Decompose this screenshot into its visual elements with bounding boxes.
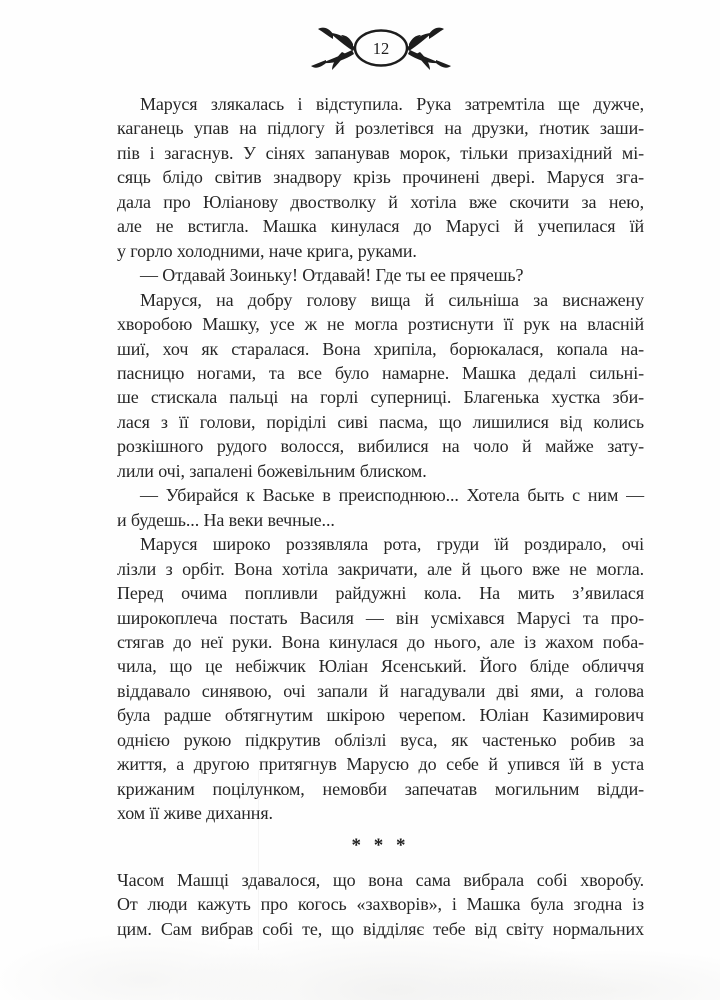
text-block-after — [117, 868, 644, 941]
text-line: але не встигла. Машка кинулася до Марусі й учепилася їй — [117, 216, 644, 237]
text-line: Маруся злякалась і відступила. Рука затремтіла ще дужче, — [140, 94, 644, 114]
text-line: хворобою Машку, усе ж не могла розтиснути її рук на власній — [117, 314, 644, 335]
text-line: крижаним поцілунком, немовби запечатав могильним відди- — [117, 778, 644, 799]
page-header — [117, 24, 644, 74]
text-line: лася з її голови, поріділі сиві пасма, що лишилися від колись — [117, 411, 644, 432]
text-line: От люди кажуть про когось «захворів», і Машка була згодна із — [117, 894, 644, 915]
text-line: и будешь... На веки вечные... — [117, 509, 335, 530]
text-line: життя, а другою притягнув Марусю до себе й упився їй в уста — [117, 754, 644, 775]
page-body — [117, 92, 644, 941]
text-line: дала про Юліанову двостволку й хотіла вже скочити за нею, — [117, 191, 644, 212]
text-line: була радше обтягнутим шкірою черепом. Юліан Казимирович — [117, 705, 644, 726]
text-line: шиї, хоч як старалася. Вона хрипіла, борюкалася, копала на- — [117, 338, 644, 359]
text-line: чила, що це небіжчик Юліан Ясенський. Його бліде обличчя — [117, 656, 644, 677]
scan-fold-artifact — [258, 770, 259, 950]
text-line: розкішного рудого волосся, вибилися на чоло й майже зату- — [117, 436, 644, 457]
text-line: віддавало синявою, очі запали й нагадували дві ями, а голова — [117, 680, 644, 701]
text-line: Маруся, на добру голову вища й сильніша за виснажену — [140, 289, 644, 310]
text-line: хом її живе дихання. — [117, 803, 273, 824]
text-line: Перед очима попливли райдужні кола. На мить з’явилася — [117, 583, 644, 604]
text-line: широкоплеча постать Василя — він усміхався Марусі та про- — [117, 607, 644, 628]
text-line: однією рукою підкрутив облізлі вуса, як частенько робив за — [117, 729, 644, 750]
page-number: 12 — [372, 39, 389, 58]
text-line: — Убирайся к Ваське в преисподнюю... Хотела быть с ним — — [140, 485, 644, 506]
text-block-before — [117, 92, 644, 826]
text-line: цим. Сам вибрав собі те, що відділяє тебе від світу нормальних — [117, 918, 644, 939]
text-line: лили очі, запалені божевільним блиском. — [117, 460, 427, 481]
text-line: Часом Машці здавалося, що вона сама вибрала собі хворобу. — [117, 870, 644, 891]
text-line: у горло холодними, наче крига, руками. — [117, 240, 417, 261]
floral-flourish-icon — [311, 28, 355, 70]
text-line: пасницю ногами, та все було намарне. Машка дедалі сильні- — [117, 362, 644, 383]
scene-separator: * * * — [351, 834, 410, 856]
text-line: сяць блідо світив знадвору крізь прочинені двері. Маруся зга- — [117, 167, 644, 188]
text-line: — Отдавай Зоиньку! Отдавай! Где ты ее прячешь? — [140, 265, 524, 286]
text-line: стягав до неї руки. Вона кинулася до нього, але із жахом поба- — [117, 631, 644, 652]
text-line: Маруся широко роззявляла рота, груди їй роздирало, очі — [140, 534, 644, 555]
text-line: ше стискала пальці на горлі суперниці. Благенька хустка зби- — [117, 387, 644, 408]
text-line: каганець упав на підлогу й розлетівся на друзки, ґнотик заши- — [117, 118, 644, 139]
text-line: пів і загаснув. У сінях запанував морок, тільки призахідний мі- — [117, 142, 644, 163]
text-line: лізли з орбіт. Вона хотіла закричати, але й цього вже не могла. — [117, 558, 644, 579]
page-number-ornament — [306, 24, 456, 74]
